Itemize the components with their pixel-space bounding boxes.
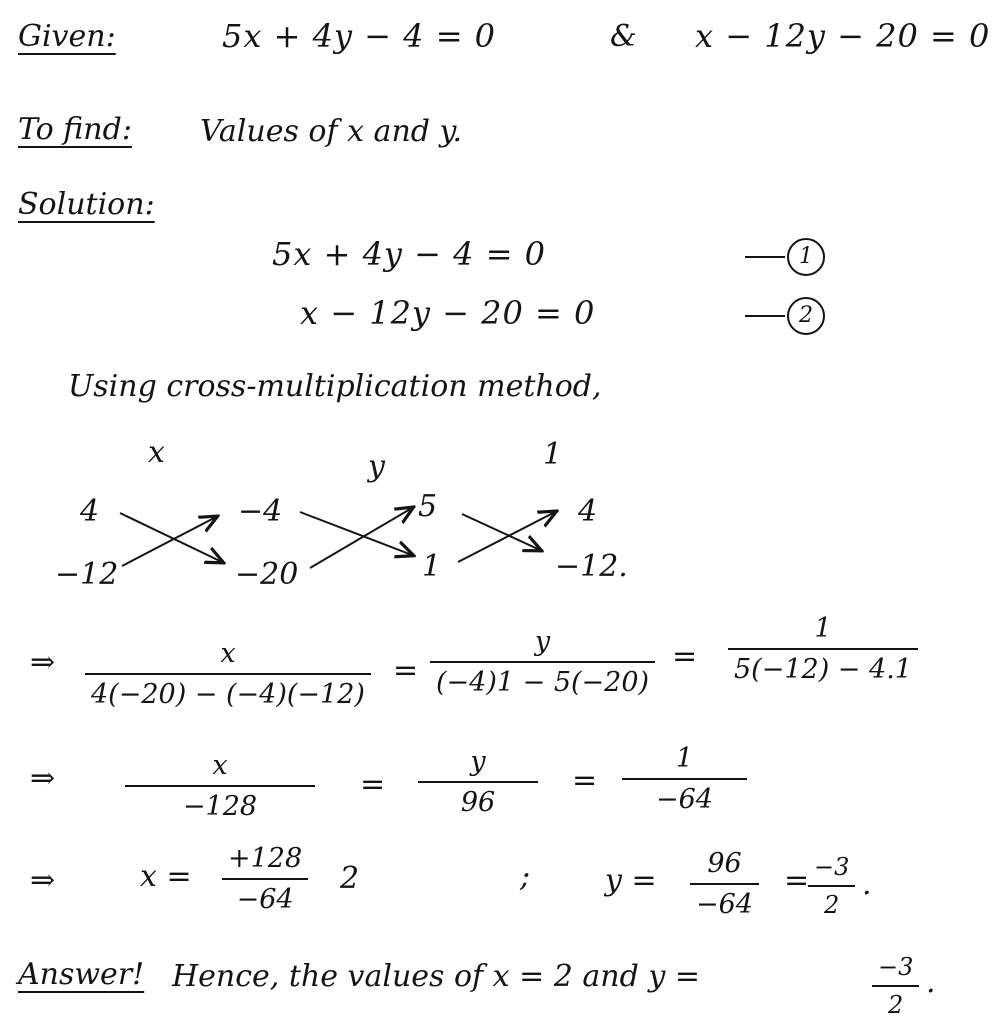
fraction-denominator: 5(−12) − 4.1 [734,654,912,685]
cross-top-4: 4 [578,494,598,529]
fraction-denominator: 2 [888,991,904,1019]
fraction-denominator: −64 [236,884,294,915]
fraction-numerator: 96 [707,848,742,879]
answer-y-fraction [872,955,919,1017]
fraction-numerator: y [470,746,486,777]
cross-header-1: 1 [543,437,563,472]
step3-y-equals: = [784,863,810,898]
cross-bottom-1: −12 [55,557,119,592]
step1-fraction-1 [728,615,918,683]
fraction-numerator: 1 [814,613,832,644]
step3-y-fraction [690,850,759,918]
step3-y-result-fraction [808,855,855,917]
answer-heading: Answer! [18,957,145,992]
fraction-numerator: x [220,638,236,669]
step3-y-lhs: y = [605,863,657,898]
fraction-denominator: 96 [460,787,496,818]
step3-implies: ⇒ [30,863,56,898]
fraction-denominator: −64 [696,889,753,920]
given-equation-2: x − 12y − 20 = 0 [695,17,991,55]
cross-bottom-2: −20 [235,557,299,592]
step2-fraction-x [125,752,315,820]
fraction-numerator: x [212,750,228,781]
cross-bottom-4: −12. [555,549,628,584]
given-heading: Given: [18,19,116,54]
tag-circle: 1 [787,238,825,276]
given-and-symbol: & [610,19,637,54]
cross-top-2: −4 [238,494,283,529]
step3-x-lhs: x = [140,859,192,894]
answer-dot: . [926,965,936,1000]
fraction-denominator: −64 [656,784,713,815]
cross-top-1: 4 [80,494,100,529]
fraction-numerator: +128 [228,843,303,874]
step2-fraction-y [418,748,538,816]
step2-implies: ⇒ [30,761,56,796]
fraction-denominator: −128 [182,791,258,822]
to-find-text: Values of x and y. [200,114,463,149]
step3-x-result: 2 [340,861,360,896]
step2-equals-b: = [572,763,598,798]
step1-fraction-x [85,640,371,708]
step2-equals-a: = [360,767,386,802]
step1-equals-b: = [672,639,698,674]
cross-header-y: y [368,449,385,484]
to-find-heading: To find: [18,112,132,147]
arrow-minus12-to-minus4 [122,517,216,566]
step2-fraction-1 [622,745,747,813]
cross-bottom-3: 1 [422,549,442,584]
arrow-5-to-minus12 [462,514,540,550]
fraction-numerator: y [534,626,551,657]
solution-equation-1: 5x + 4y − 4 = 0 [272,235,547,273]
answer-text: Hence, the values of x = 2 and y = [172,959,700,994]
cross-header-x: x [148,435,165,470]
fraction-denominator: 2 [824,891,840,919]
tag-circle: 2 [787,297,825,335]
given-equation-1: 5x + 4y − 4 = 0 [222,17,497,55]
solution-heading: Solution: [18,187,155,222]
fraction-numerator: −3 [878,953,914,981]
fraction-numerator: 1 [675,743,694,774]
fraction-numerator: −3 [814,853,850,881]
step3-dot: . [862,867,872,902]
step1-implies: ⇒ [30,645,56,680]
step3-separator: ; [520,859,531,894]
fraction-denominator: (−4)1 − 5(−20) [436,667,650,698]
step1-equals-a: = [393,653,419,688]
cross-top-3: 5 [418,489,438,524]
method-text: Using cross-multiplication method, [68,369,602,404]
step3-x-fraction [222,845,308,913]
arrow-minus20-to-5 [310,508,412,568]
step1-fraction-y [430,628,655,696]
arrow-4-to-minus20 [120,513,222,562]
fraction-denominator: 4(−20) − (−4)(−12) [91,679,365,710]
solution-equation-2: x − 12y − 20 = 0 [300,294,596,332]
